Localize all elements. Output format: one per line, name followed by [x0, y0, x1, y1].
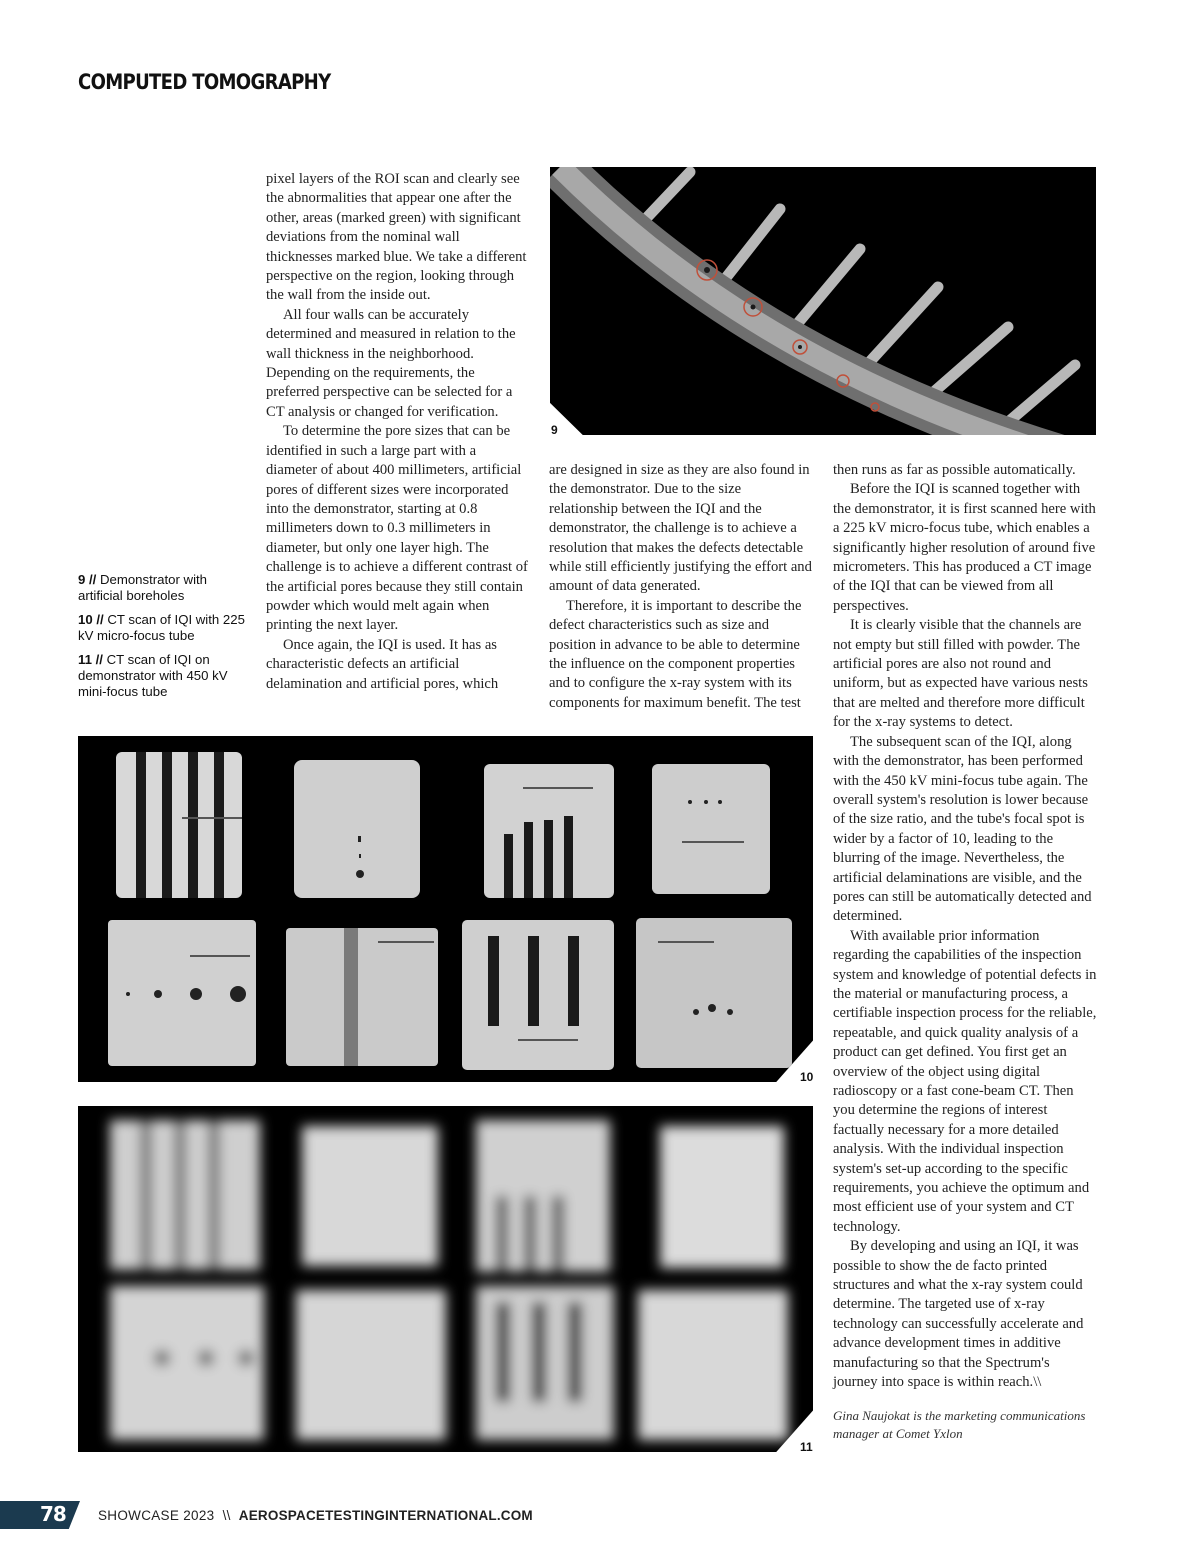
- section-title: COMPUTED TOMOGRAPHY: [78, 70, 331, 94]
- paragraph: Before the IQI is scanned together with the demonstrator, it is first scanned here with a 225 kV micro-focus tube, which enables a significantly higher resolution of around five micrometers. This has produced a CT image of the IQI that can be viewed from all perspectives.: [833, 481, 1096, 614]
- paragraph: With available prior information regarding the capabilities of the inspection system and knowledge of potential defects in the material or manufacturing process, a certifiable inspection process for the reliable, repeatable, and quick quality analysis of a product can get defined. You first get an overview of the object using digital radioscopy or a fast cone-beam CT. Then you determine the regions of interest factually necessary for a more detailed analysis. With the individual inspection system's set-up according to the specific requirements, you achieve the optimum and most efficient use of your system and CT technology.: [833, 927, 1097, 1235]
- paragraph: The subsequent scan of the IQI, along with the demonstrator, has been performed with the 450 kV mini-focus tube again. The overall system's resolution is lower because of the size ratio, and the tube's focal spot is wider by a factor of 10, leading to the blurring of the image. Nevertheless, the artificial delaminations are visible, and the pores can still be automatically detected and determined.: [833, 733, 1092, 925]
- caption-11: 11 // CT scan of IQI on demonstrator with 450 kV mini-focus tube: [78, 652, 228, 699]
- article-column-1: [266, 170, 529, 694]
- paragraph: By developing and using an IQI, it was possible to show the de facto printed structures and what the x-ray system could determine. The targeted use of x-ray technology can successfully accelerate and advance development times in additive manufacturing so that the Spectrum's journey into space is within reach.\\: [833, 1238, 1084, 1391]
- figure-captions: [78, 572, 253, 708]
- footer-text: [98, 1508, 533, 1523]
- author-byline: Gina Naujokat is the marketing communications manager at Comet Yxlon: [833, 1408, 1086, 1441]
- paragraph: Once again, the IQI is used. It has as characteristic defects an artificial delamination and artificial pores, which: [266, 636, 499, 692]
- paragraph: Therefore, it is important to describe the defect characteristics such as size and position in advance to be able to determine the influence on the component properties and to configure the x-ray system with its components for maximum benefit. The test: [549, 597, 802, 711]
- figure-9-demonstrator-image: [550, 167, 1096, 435]
- paragraph: All four walls can be accurately determined and measured in relation to the wall thickness in the neighborhood. Depending on the requirements, the preferred perspective can be selected for a CT analysis or changed for verification.: [266, 306, 516, 420]
- caption-10: 10 // CT scan of IQI with 225 kV micro-focus tube: [78, 612, 245, 643]
- paragraph: are designed in size as they are also found in the demonstrator. Due to the size relationship between the IQI and the demonstrator, the challenge is to achieve a resolution that makes the defects detectable while still efficiently justifying the effort and amount of data generated.: [549, 462, 812, 595]
- figure-10-ct-scans-225kv: [78, 736, 813, 1082]
- footer-website-link[interactable]: AEROSPACETESTINGINTERNATIONAL.COM: [238, 1508, 533, 1523]
- caption-9: 9 // Demonstrator with artificial boreholes: [78, 572, 208, 603]
- page-number: 78: [40, 1502, 66, 1526]
- figure-9-number: 9: [551, 423, 558, 437]
- paragraph: pixel layers of the ROI scan and clearly see the abnormalities that appear one after the other, areas (marked green) with significant deviations from the nominal wall thicknesses marked blue. We take a different perspective on the region, looking through the wall from the inside out.: [266, 171, 527, 304]
- paragraph: then runs as far as possible automatically.: [833, 462, 1076, 478]
- figure-11-ct-scans-450kv: [78, 1106, 813, 1452]
- paragraph: It is clearly visible that the channels are not empty but still filled with powder. The artificial pores are also not round and uniform, but as expected have various nests that are melted and therefore more difficult for the x-ray systems to detect.: [833, 617, 1088, 731]
- article-column-2: [549, 461, 813, 713]
- figure-10-number: 10: [800, 1070, 814, 1084]
- article-column-3: [833, 461, 1097, 1393]
- footer-separator: \\: [222, 1508, 231, 1523]
- figure-11-number: 11: [800, 1440, 813, 1454]
- paragraph: To determine the pore sizes that can be identified in such a large part with a diameter of about 400 millimeters, artificial pores of different sizes were incorporated into the demonstrator, starting at 0.8 millimeters down to 0.3 millimeters in diameter, but only one layer high. The challenge is to achieve a different contrast of the artificial pores because they still contain powder which would melt again when printing the next layer.: [266, 423, 528, 634]
- footer-issue: SHOWCASE 2023: [98, 1508, 215, 1523]
